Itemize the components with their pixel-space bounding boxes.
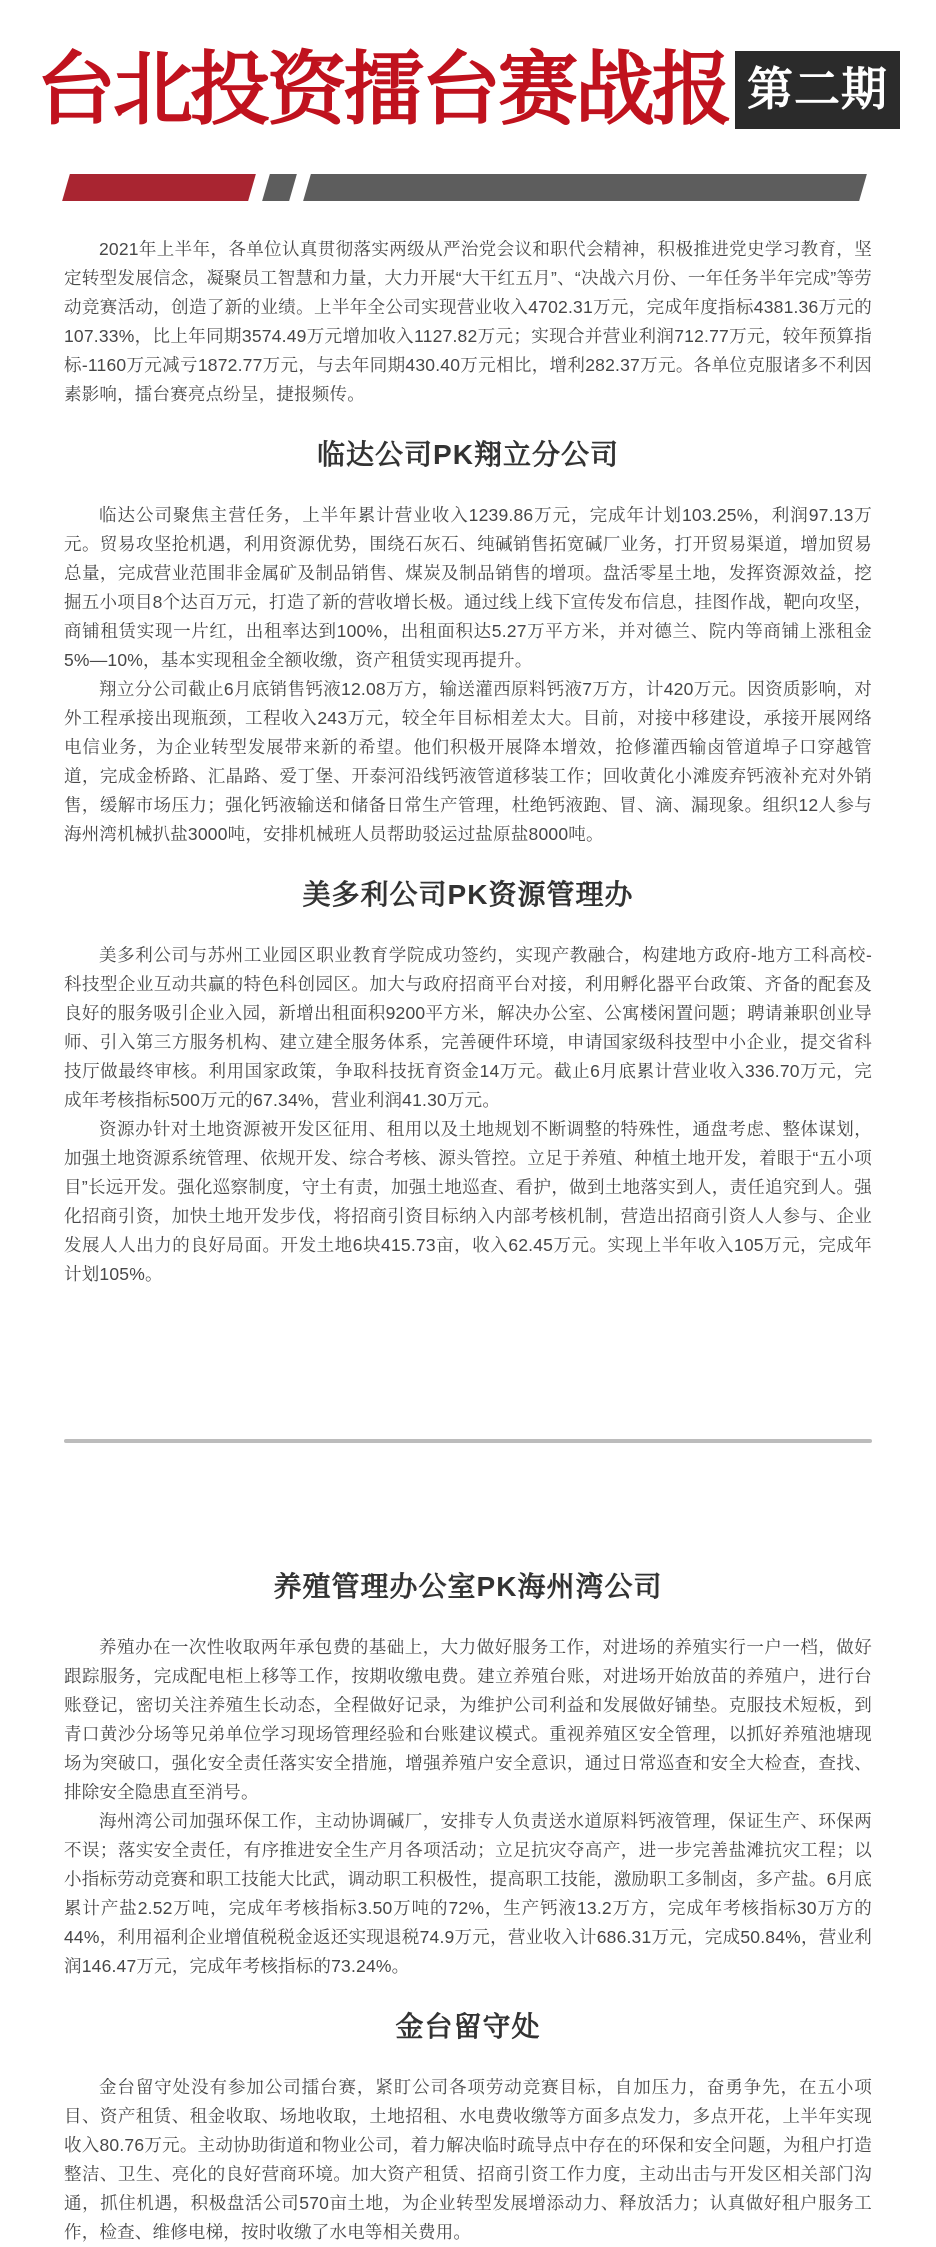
section-paragraph: 美多利公司与苏州工业园区职业教育学院成功签约，实现产教融合，构建地方政府-地方工科高校-科技型企业互动共赢的特色科创园区。加大与政府招商平台对接，利用孵化器平台政策、齐备的配套及良好的服务吸引企业入园，新增出租面积9200平方米，解决办公室、公寓楼闲置问题；聘请兼职创业导师、引入第三方服务机构、建立建全服务体系，完善硬件环境，申请国家级科技型中小企业，提交省科技厅做最终审核。利用国家政策，争取科技抚育资金14万元。截止6月底累计营业收入336.70万元，完成年考核指标500万元的67.34%，营业利润41.30万元。 [64,945,872,1110]
decorative-stripes [66,174,936,201]
stripe-gray-small [262,174,297,201]
section-paragraph: 海州湾公司加强环保工作，主动协调碱厂，安排专人负责送水道原料钙液管理，保证生产、环保两不误；落实安全责任，有序推进安全生产月各项活动；立足抗灾夺高产，进一步完善盐滩抗灾工程；以小指标劳动竞赛和职工技能大比武，调动职工积极性，提高职工技能，激励职工多制卤，多产盐。6月底累计产盐2.52万吨，完成年考核指标3.50万吨的72%，生产钙液13.2万方，完成年考核指标30万方的44%，利用福利企业增值税税金返还实现退税74.9万元，营业收入计686.31万元，完成50.84%，营业利润146.47万元，完成年考核指标的73.24%。 [64,1811,872,1976]
section-heading-linda-vs-xiangli: 临达公司PK翔立分公司 [317,439,619,470]
section-paragraph: 养殖办在一次性收取两年承包费的基础上，大力做好服务工作，对进场的养殖实行一户一档，做好跟踪服务，完成配电柜上移等工作，按期收缴电费。建立养殖台账，对进场开始放苗的养殖户，进行台账登记，密切关注养殖生长动态，全程做好记录，为维护公司利益和发展做好铺垫。克服技术短板，到青口黄沙分场等兄弟单位学习现场管理经验和台账建议模式。重视养殖区安全管理，以抓好养殖池塘现场为突破口，强化安全责任落实安全措施，增强养殖户安全意识，通过日常巡查和安全大检查，查找、排除安全隐患直至消号。 [64,1637,872,1802]
intro-paragraph: 2021年上半年，各单位认真贯彻落实两级从严治党会议和职代会精神，积极推进党史学习教育，坚定转型发展信念，凝聚员工智慧和力量，大力开展“大干红五月”、“决战六月份、一年任务半年完成”等劳动竞赛活动，创造了新的业绩。上半年全公司实现营业收入4702.31万元，完成年度指标4381.36万元的107.33%，比上年同期3574.49万元增加收入1127.82万元；实现合并营业利润712.77万元，较年预算指标-1160万元减亏1872.77万元，与去年同期430.40万元相比，增利282.37万元。各单位克服诸多不利因素影响，擂台赛亮点纷呈，捷报频传。 [64,239,872,404]
article-content [0,235,936,2247]
section-paragraph: 临达公司聚焦主营任务，上半年累计营业收入1239.86万元，完成年计划103.25%，利润97.13万元。贸易攻坚抢机遇，利用资源优势，围绕石灰石、纯碱销售拓宽碱厂业务，打开贸易渠道，增加贸易总量，完成营业范围非金属矿及制品销售、煤炭及制品销售的增项。盘活零星土地，发挥资源效益，挖掘五小项目8个达百万元，打造了新的营收增长极。通过线上线下宣传发布信息，挂图作战，靶向攻坚，商铺租赁实现一片红，出租率达到100%，出租面积达5.27万平方米，并对德兰、院内等商铺上涨租金5%—10%，基本实现租金全额收缴，资产租赁实现再提升。 [64,505,872,670]
section-heading-jintai: 金台留守处 [395,2011,541,2042]
section-heading-yangzhi-vs-haizhouwan: 养殖管理办公室PK海州湾公司 [273,1571,663,1602]
section-paragraph: 资源办针对土地资源被开发区征用、租用以及土地规划不断调整的特殊性，通盘考虑、整体谋划，加强土地资源系统管理、依规开发、综合考核、源头管控。立足于养殖、种植土地开发，着眼于“五小项目”长远开发。强化巡察制度，守土有责，加强土地巡查、看护，做到土地落实到人，责任追究到人。强化招商引资，加快土地开发步伐，将招商引资目标纳入内部考核机制，营造出招商引资人人参与、企业发展人人出力的良好局面。开发土地6块415.73亩，收入62.45万元。实现上半年收入105万元，完成年计划105%。 [64,1119,872,1284]
header [36,0,936,136]
section-divider [64,1439,872,1443]
stripe-red [62,174,256,201]
section-paragraph: 翔立分公司截止6月底销售钙液12.08万方，输送灌西原料钙液7万方，计420万元。因资质影响，对外工程承接出现瓶颈，工程收入243万元，较全年目标相差太大。目前，对接中移建设，承接开展网络电信业务，为企业转型发展带来新的希望。他们积极开展降本增效，抢修灌西输卤管道埠子口穿越管道，完成金桥路、汇晶路、爱丁堡、开泰河沿线钙液管道移装工作；回收黄化小滩废弃钙液补充对外销售，缓解市场压力；强化钙液输送和储备日常生产管理，杜绝钙液跑、冒、滴、漏现象。组织12人参与海州湾机械扒盐3000吨，安排机械班人员帮助驳运过盐原盐8000吨。 [64,679,872,844]
stripe-gray-large [303,174,867,201]
section-heading-meiduoli-vs-ziyuan: 美多利公司PK资源管理办 [302,879,634,910]
section-paragraph: 金台留守处没有参加公司擂台赛，紧盯公司各项劳动竞赛目标，自加压力，奋勇争先，在五小项目、资产租赁、租金收取、场地收取，土地招租、水电费收缴等方面多点发力，多点开花，上半年实现收入80.76万元。主动协助街道和物业公司，着力解决临时疏导点中存在的环保和安全问题，为租户打造整洁、卫生、亮化的良好营商环境。加大资产租赁、招商引资工作力度，主动出击与开发区相关部门沟通，抓住机遇，积极盘活公司570亩土地，为企业转型发展增添动力、释放活力；认真做好租户服务工作，检查、维修电梯，按时收缴了水电等相关费用。 [64,2077,872,2242]
issue-badge: 第二期 [735,51,900,129]
page-title: 台北投资擂台赛战报 [36,45,729,134]
